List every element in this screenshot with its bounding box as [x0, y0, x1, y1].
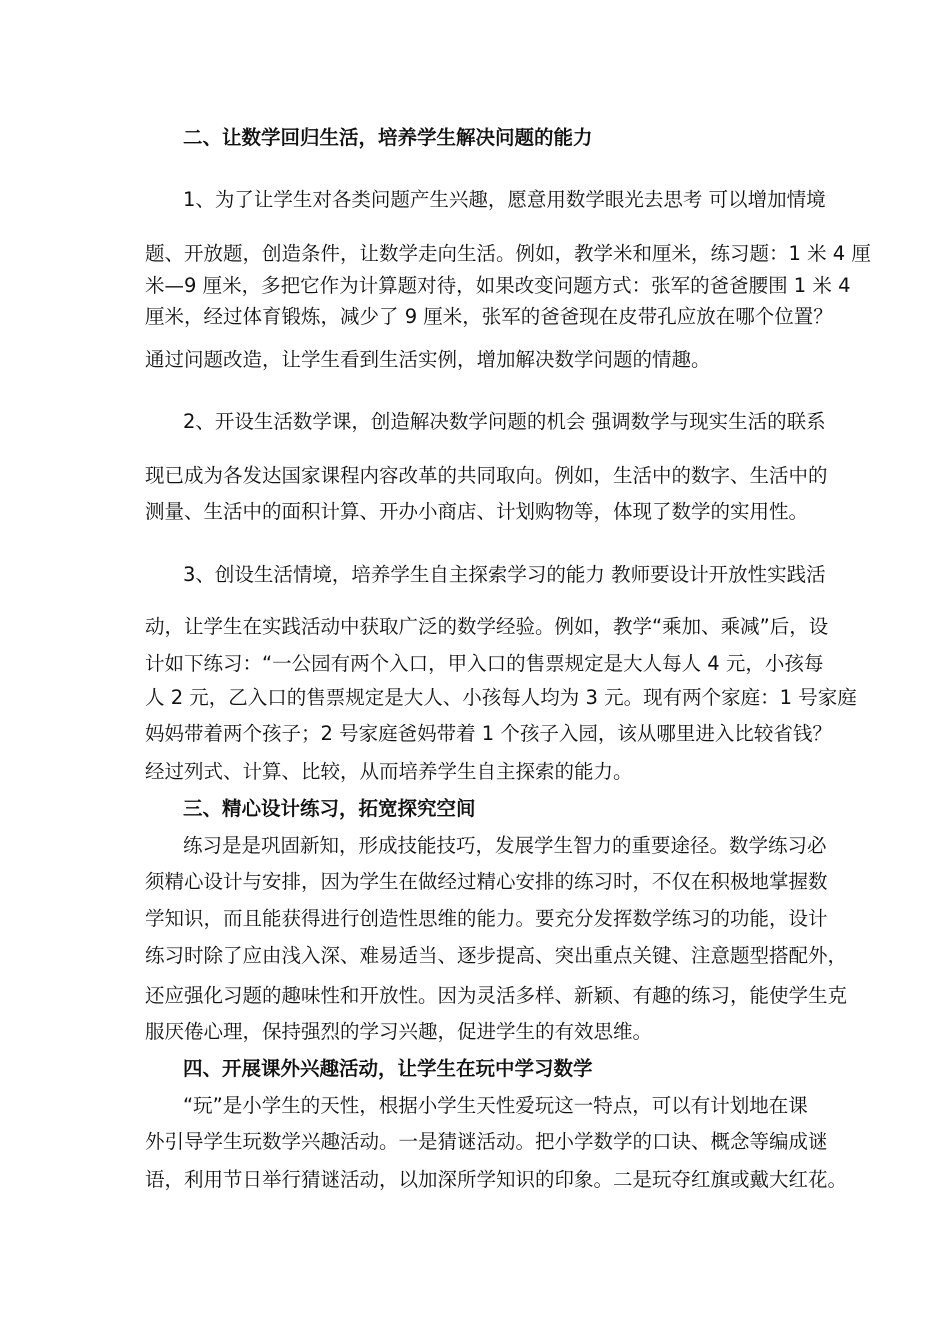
- paragraph-line: 测量、生活中的面积计算、开办小商店、计划购物等，体现了数学的实用性。: [145, 500, 809, 523]
- paragraph-line: “玩”是小学生的天性，根据小学生天性爱玩这一特点，可以有计划地在课: [183, 1094, 808, 1117]
- section-4-heading: 四、开展课外兴趣活动，让学生在玩中学习数学: [183, 1057, 593, 1080]
- paragraph-line: 现已成为各发达国家课程内容改革的共同取向。例如，生活中的数字、生活中的: [145, 464, 828, 487]
- section-3-heading: 三、精心设计练习，拓宽探究空间: [183, 797, 476, 820]
- paragraph-line: 通过问题改造，让学生看到生活实例，增加解决数学问题的情趣。: [145, 348, 711, 371]
- paragraph-line: 外引导学生玩数学兴趣活动。一是猜谜活动。把小学数学的口诀、概念等编成谜: [145, 1130, 828, 1153]
- paragraph-line: 计如下练习：“一公园有两个入口，甲入口的售票规定是大人每人 4 元，小孩每: [145, 652, 824, 675]
- paragraph-line: 学知识，而且能获得进行创造性思维的能力。要充分发挥数学练习的功能，设计: [145, 907, 828, 930]
- section-2-heading: 二、让数学回归生活，培养学生解决问题的能力: [183, 126, 593, 149]
- paragraph-line: 练习是是巩固新知，形成技能技巧，发展学生智力的重要途径。数学练习必: [183, 834, 827, 857]
- paragraph-line: 语，利用节日举行猜谜活动，以加深所学知识的印象。二是玩夺红旗或戴大红花。: [145, 1168, 848, 1191]
- paragraph-line: 练习时除了应由浅入深、难易适当、逐步提高、突出重点关键、注意题型搭配外，: [145, 944, 848, 967]
- paragraph-line: 题、开放题，创造条件，让数学走向生活。例如，教学米和厘米，练习题：1 米 4 厘: [145, 242, 871, 265]
- paragraph-line: 1、为了让学生对各类问题产生兴趣，愿意用数学眼光去思考 可以增加情境: [183, 188, 826, 211]
- paragraph-line: 动，让学生在实践活动中获取广泛的数学经验。例如，教学“乘加、乘减”后，设: [145, 615, 829, 638]
- paragraph-line: 须精心设计与安排，因为学生在做经过精心安排的练习时，不仅在积极地掌握数: [145, 870, 828, 893]
- paragraph-line: 服厌倦心理，保持强烈的学习兴趣，促进学生的有效思维。: [145, 1020, 653, 1043]
- paragraph-line: 还应强化习题的趣味性和开放性。因为灵活多样、新颖、有趣的练习，能使学生克: [145, 984, 848, 1007]
- paragraph-line: 米—9 厘米，多把它作为计算题对待，如果改变问题方式：张军的爸爸腰围 1 米 4: [145, 274, 851, 297]
- paragraph-line: 3、创设生活情境，培养学生自主探索学习的能力 教师要设计开放性实践活: [183, 563, 826, 586]
- paragraph-line: 厘米，经过体育锻炼，减少了 9 厘米，张军的爸爸现在皮带孔应放在哪个位置？: [145, 305, 833, 328]
- paragraph-line: 妈妈带着两个孩子；2 号家庭爸妈带着 1 个孩子入园，该从哪里进入比较省钱？: [145, 722, 832, 745]
- paragraph-line: 经过列式、计算、比较，从而培养学生自主探索的能力。: [145, 760, 633, 783]
- paragraph-line: 2、开设生活数学课，创造解决数学问题的机会 强调数学与现实生活的联系: [183, 410, 826, 433]
- paragraph-line: 人 2 元，乙入口的售票规定是大人、小孩每人均为 3 元。现有两个家庭：1 号家庭: [145, 686, 857, 709]
